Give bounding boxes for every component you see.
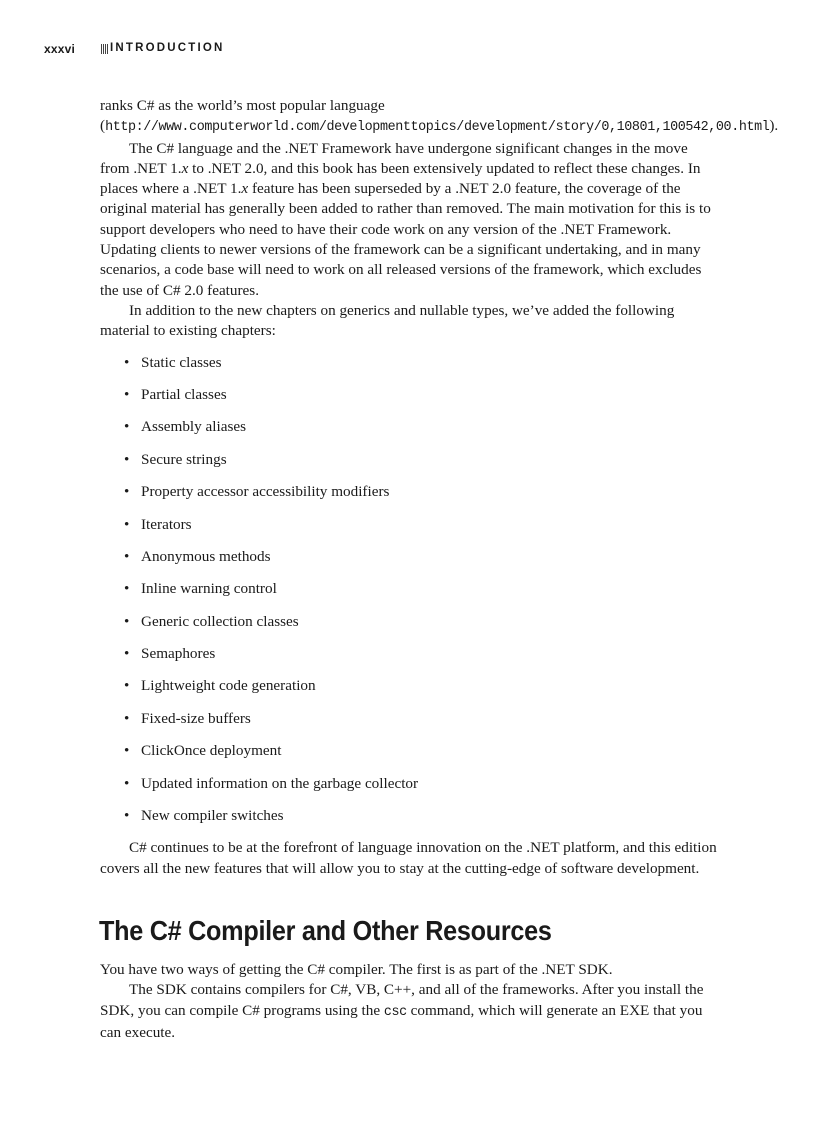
paragraph-additions: In addition to the new chapters on generics and nullable types, we’ve added the following material to existing chapters:: [100, 301, 675, 340]
bullet-icon: •: [124, 547, 130, 565]
feature-list-item: [100, 482, 720, 502]
feature-label: Lightweight code generation: [141, 677, 316, 695]
feature-list-item: [100, 353, 720, 373]
computerworld-url[interactable]: http://www.computerworld.com/developmenttopics/development/story/0,10801,100542,00.html: [105, 120, 770, 136]
header-marker-icon: [101, 44, 109, 54]
feature-label: Partial classes: [141, 385, 227, 403]
bullet-icon: •: [124, 483, 130, 501]
feature-list-item: [100, 806, 720, 826]
feature-list-item: [100, 417, 720, 437]
paragraph-innovation: C# continues to be at the forefront of language innovation on the .NET platform, and this edition covers all the new features that will allow you to stay at the cutting-edge of software development.: [100, 839, 717, 877]
bullet-icon: •: [124, 774, 130, 792]
feature-label: Assembly aliases: [141, 418, 247, 436]
page-body: [99, 96, 779, 1043]
feature-label: Anonymous methods: [141, 547, 271, 565]
paragraph-changes: The C# language and the .NET Framework have undergone significant changes in the move from .NET 1.x to .NET 2.0, and this book has been extensively updated to reflect these changes. In places where a .NET 1.x feature has been superseded by a .NET 2.0 feature, the coverage of the original material has generally been added to rather than removed. The main motivation for this is to support developers who need to have their code work on any version of the .NET Framework. Updating clients to newer versions of the framework can be a significant undertaking, and in many scenarios, a code base will need to work on all released versions of the framework, which excludes the use of C# 2.0 features.: [100, 139, 711, 299]
bullet-icon: •: [124, 418, 130, 436]
section-label: INTRODUCTION: [110, 42, 225, 54]
bullet-icon: •: [124, 450, 130, 468]
feature-label: Iterators: [141, 515, 192, 533]
bullet-icon: •: [124, 677, 130, 695]
feature-label: Updated information on the garbage collector: [141, 774, 419, 792]
feature-list-item: [100, 676, 720, 696]
feature-list-item: [100, 612, 720, 632]
bullet-icon: •: [124, 709, 130, 727]
paragraph-compiler-ways: You have two ways of getting the C# compiler. The first is as part of the .NET SDK.: [100, 961, 613, 979]
feature-list-item: [100, 450, 720, 470]
bullet-icon: •: [124, 742, 130, 760]
feature-label: Property accessor accessibility modifiers: [141, 483, 390, 501]
feature-label: Semaphores: [141, 645, 216, 663]
feature-label: Static classes: [141, 353, 222, 371]
feature-list-item: [100, 515, 720, 535]
feature-label: New compiler switches: [141, 807, 284, 825]
paragraph-sdk: The SDK contains compilers for C#, VB, C++, and all of the frameworks. After you install the SDK, you can compile C# programs using the csc command, which will generate an EXE that you can execute.: [100, 981, 704, 1041]
bullet-icon: •: [124, 645, 130, 663]
bullet-icon: •: [124, 580, 130, 598]
csc-command: csc: [383, 1004, 407, 1020]
feature-list-item: [100, 644, 720, 664]
feature-list-item: [100, 385, 720, 405]
bullet-icon: •: [124, 515, 130, 533]
feature-list: [100, 353, 720, 826]
feature-label: ClickOnce deployment: [141, 742, 282, 760]
paragraph-ranking: ranks C# as the world’s most popular language (http://www.computerworld.com/developmenttopics/development/story/0,10801,100542,00.html).: [100, 97, 779, 136]
feature-list-item: [100, 774, 720, 794]
feature-label: Secure strings: [141, 450, 227, 468]
feature-list-item: [100, 741, 720, 761]
feature-label: Generic collection classes: [141, 612, 299, 630]
feature-list-item: [100, 547, 720, 567]
feature-list-item: [100, 579, 720, 599]
feature-list-item: [100, 709, 720, 729]
section-heading: The C# Compiler and Other Resources: [99, 915, 552, 947]
page-number: xxxvi: [44, 42, 76, 56]
feature-label: Fixed-size buffers: [141, 709, 251, 727]
bullet-icon: •: [124, 385, 130, 403]
bullet-icon: •: [124, 807, 130, 825]
bullet-icon: •: [124, 353, 130, 371]
bullet-icon: •: [124, 612, 130, 630]
feature-label: Inline warning control: [141, 580, 277, 598]
